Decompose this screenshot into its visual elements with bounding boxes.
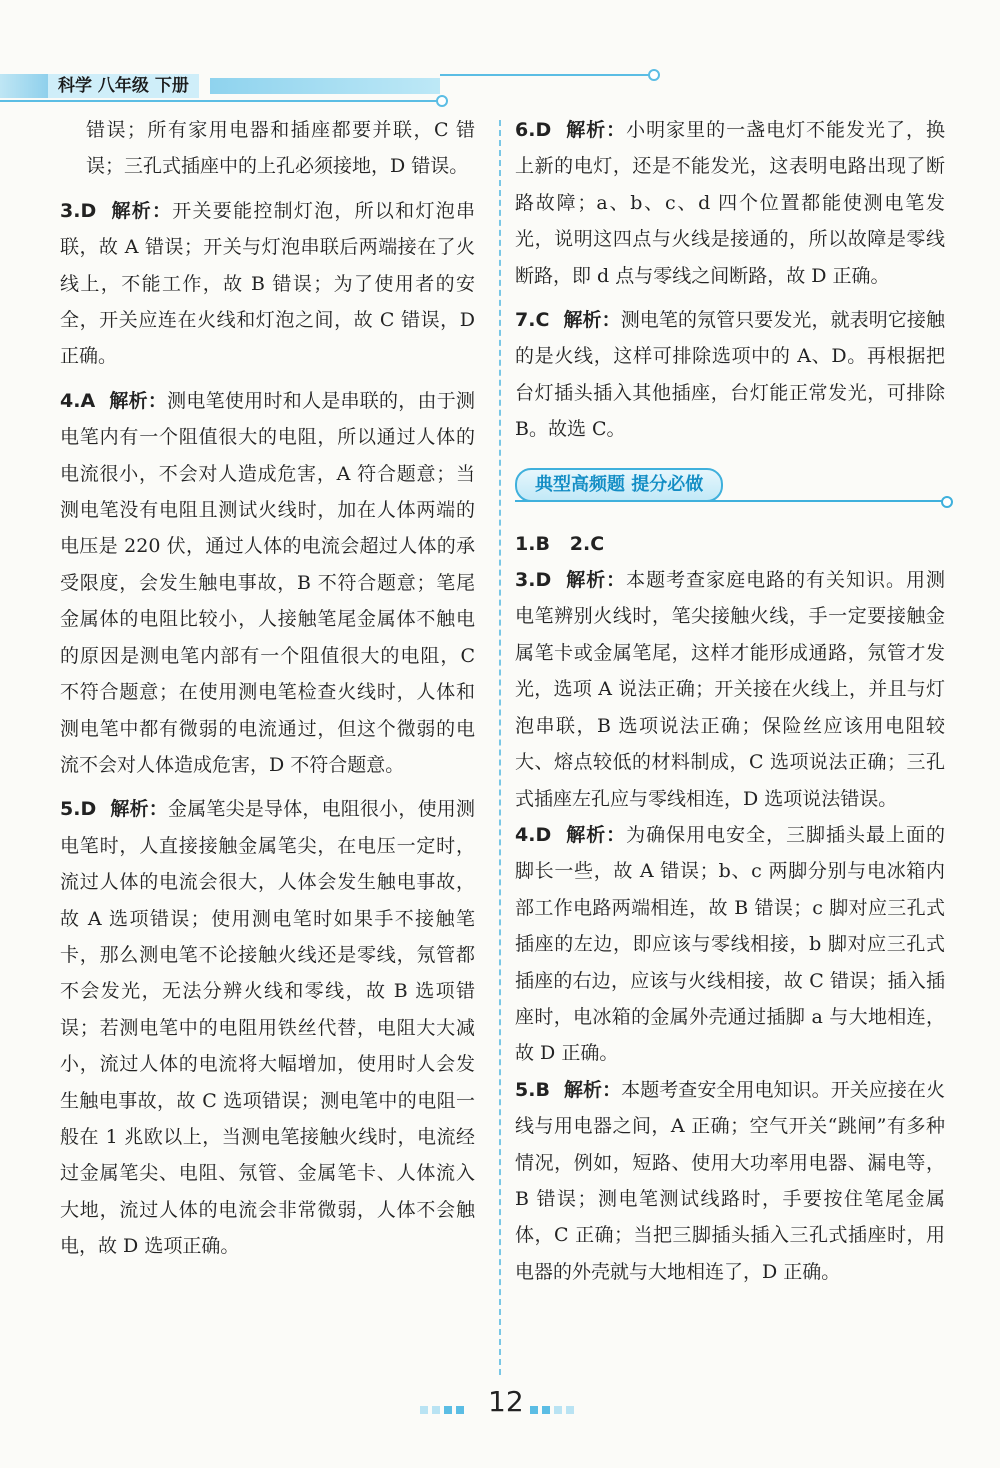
analysis-label: 解析： bbox=[110, 199, 173, 222]
answer-item-r3 bbox=[515, 562, 945, 817]
answer-item-r5 bbox=[515, 1072, 945, 1290]
column-divider bbox=[499, 120, 501, 1375]
page-footer bbox=[0, 1385, 1000, 1421]
header-rule bbox=[440, 74, 652, 76]
footer-deco-right bbox=[530, 1399, 578, 1407]
page-header bbox=[0, 70, 1000, 110]
analysis-label: 解析： bbox=[110, 798, 169, 821]
answer-item-6 bbox=[515, 112, 945, 294]
answer-continuation bbox=[60, 112, 475, 185]
answer-text: 金属笔尖是导体，电阻很小，使用测电笔时，人直接接触金属笔尖，在电压一定时，流过人体的电流会很大，人体会发生触电事故，故 A 选项错误；使用测电笔时如果手不接触笔卡，那么测电笔不论接触火线还是零线，氖管都不会发光，无法分辨火线和零线，故 B 选项错误；若测电笔中的电阻用铁丝代替，电阻大大减小，流过人体的电流将大幅增加，使用时人会发生触电事故，故 C 选项错误；测电笔中的电阻一般在 1 兆欧以上，当测电笔接触火线时，电流经过金属笔尖、电阻、氖管、金属笔卡、人体流入大地，流过人体的电流会非常微弱，人体不会触电，故 D 选项正确。 bbox=[60, 798, 475, 1258]
section-banner bbox=[515, 468, 945, 502]
right-column bbox=[515, 112, 945, 1290]
answer-text: 开关要能控制灯泡，所以和灯泡串联，故 A 错误；开关与灯泡串联后两端接在了火线上，不能工作，故 B 错误；为了使用者的安全，开关应连在火线和灯泡之间，故 C 错误，D 正确。 bbox=[60, 199, 475, 368]
section-banner-title: 典型高频题 提分必做 bbox=[515, 468, 723, 502]
analysis-label: 解析： bbox=[563, 309, 621, 332]
banner-dot-icon bbox=[941, 496, 953, 508]
analysis-label: 解析： bbox=[563, 1078, 622, 1101]
answer-item-1-2 bbox=[515, 526, 945, 562]
answer-number: 6.D bbox=[515, 119, 552, 141]
answer-number: 1.B 2.C bbox=[515, 532, 605, 555]
analysis-label: 解析： bbox=[109, 389, 168, 412]
answer-number: 3.D bbox=[515, 569, 552, 592]
answer-item-3 bbox=[60, 193, 475, 375]
answer-number: 7.C bbox=[515, 309, 550, 332]
answer-number: 5.D bbox=[60, 798, 97, 821]
answer-item-5 bbox=[60, 791, 475, 1264]
header-rule-lower bbox=[0, 100, 440, 102]
answer-text: 本题考查家庭电路的有关知识。用测电笔辨别火线时，笔尖接触火线，手一定要接触金属笔卡或金属笔尾，这样才能形成通路，氖管才发光，选项 A 说法正确；开关接在火线上，并且与灯泡串联，B 选项说法正确；保险丝应该用电阻较大、熔点较低的材料制成，C 选项说法正确；三孔式插座左孔应与零线相连，D 选项说法错误。 bbox=[515, 569, 945, 810]
answer-text: 小明家里的一盏电灯不能发光了，换上新的电灯，还是不能发光，这表明电路出现了断路故障；a、b、c、d 四个位置都能使测电笔发光，说明这四点与火线是接通的，所以故障是零线断路，即 d 点与零线之间断路，故 D 正确。 bbox=[515, 119, 945, 287]
answer-text: 本题考查安全用电知识。开关应接在火线与用电器之间，A 正确；空气开关“跳闸”有多种情况，例如，短路、使用大功率用电器、漏电等，B 错误；测电笔测试线路时，手要按住笔尾金属体，C 正确；当把三脚插头插入三孔式插座时，用电器的外壳就与大地相连了，D 正确。 bbox=[515, 1078, 945, 1283]
left-column bbox=[60, 112, 475, 1265]
answer-number: 4.A bbox=[60, 389, 96, 412]
header-bar-left bbox=[0, 74, 48, 98]
answer-text: 测电笔的氖管只要发光，就表明它接触的是火线，这样可排除选项中的 A、D。再根据把台灯插头插入其他插座，台灯能正常发光，可排除 B。故选 C。 bbox=[515, 309, 945, 441]
section-banner-rule bbox=[515, 500, 945, 502]
analysis-label: 解析： bbox=[565, 823, 627, 846]
answer-number: 3.D bbox=[60, 199, 97, 222]
answer-number: 4.D bbox=[515, 823, 552, 846]
book-title: 科学 八年级 下册 bbox=[48, 74, 199, 98]
answer-item-4 bbox=[60, 383, 475, 783]
analysis-label: 解析： bbox=[565, 119, 627, 141]
answer-text: 为确保用电安全，三脚插头最上面的脚长一些，故 A 错误；b、c 两脚分别与电冰箱内部工作电路两端相连，故 B 错误；c 脚对应三孔式插座的左边，即应该与零线相接，b 脚对应三孔式插座的右边，应该与火线相接，故 C 错误；插入插座时，电冰箱的金属外壳通过插脚 a 与大地相连，故 D 正确。 bbox=[515, 823, 945, 1065]
header-bar-right bbox=[210, 78, 440, 94]
footer-deco-left bbox=[420, 1399, 468, 1407]
header-dot-icon bbox=[436, 95, 448, 107]
answer-text: 测电笔使用时和人是串联的，由于测电笔内有一个阻值很大的电阻，所以通过人体的电流很小，不会对人造成危害，A 符合题意；当测电笔没有电阻且测试火线时，加在人体两端的电压是 220 伏，通过人体的电流会超过人体的承受限度，会发生触电事故，B 不符合题意；笔尾金属体的电阻比较小，人接触笔尾金属体不触电的原因是测电笔内部有一个阻值很大的电阻，C 不符合题意；在使用测电笔检查火线时，人体和测电笔中都有微弱的电流通过，但这个微弱的电流不会对人体造成危害，D 不符合题意。 bbox=[60, 389, 475, 776]
answer-number: 5.B bbox=[515, 1078, 550, 1101]
page-number: 12 bbox=[488, 1385, 524, 1418]
answer-text: 错误；所有家用电器和插座都要并联，C 错误；三孔式插座中的上孔必须接地，D 错误。 bbox=[86, 119, 475, 178]
analysis-label: 解析： bbox=[565, 569, 627, 592]
answer-item-r4 bbox=[515, 817, 945, 1072]
answer-item-7 bbox=[515, 302, 945, 448]
header-dot-icon bbox=[648, 69, 660, 81]
